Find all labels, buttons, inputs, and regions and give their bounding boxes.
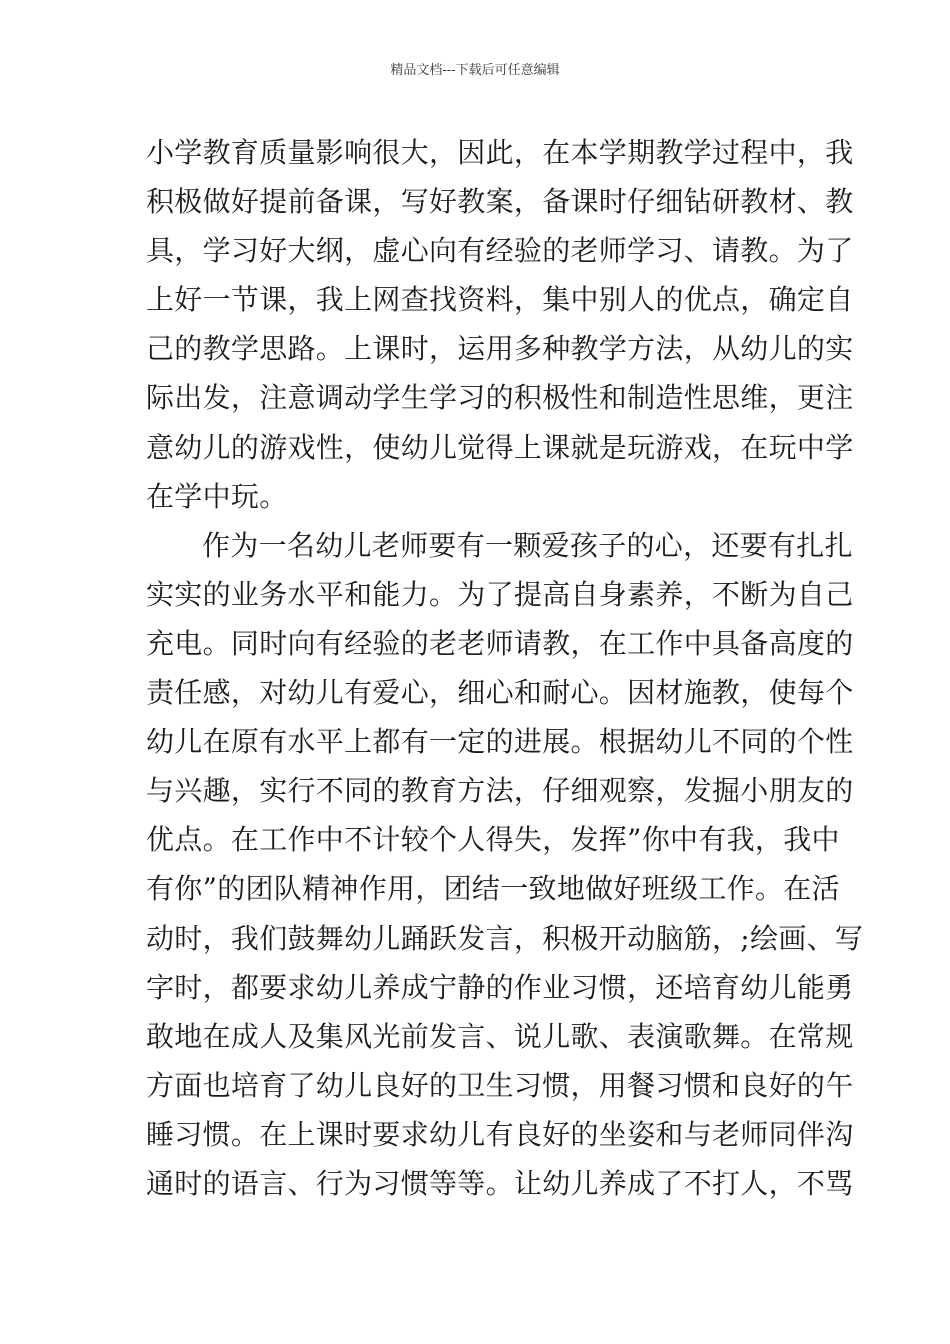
page-header: 精品文档---下载后可任意编辑	[390, 63, 560, 78]
paragraph	[146, 128, 854, 521]
document-body	[146, 128, 864, 1208]
text-line: 通时的语言、行为习惯等等。让幼儿养成了不打人，不骂	[146, 1166, 854, 1200]
text-line: 己的教学思路。上课时，运用多种教学方法，从幼儿的实	[146, 332, 854, 366]
text-line: 与兴趣，实行不同的教育方法，仔细观察，发掘小朋友的	[146, 774, 854, 808]
text-line: 实实的业务水平和能力。为了提高自身素养，不断为自己	[146, 577, 854, 611]
paragraph	[146, 521, 864, 1208]
text-line: 字时，都要求幼儿养成宁静的作业习惯，还培育幼儿能勇	[146, 970, 854, 1004]
text-line: 充电。同时向有经验的老老师请教，在工作中具备高度的	[146, 626, 854, 660]
text-line: 在学中玩。	[146, 479, 288, 513]
text-line: 具，学习好大纲，虚心向有经验的老师学习、请教。为了	[146, 234, 854, 268]
text-line: 动时，我们鼓舞幼儿踊跃发言，积极开动脑筋，;绘画、写	[146, 921, 864, 955]
text-line: 积极做好提前备课，写好教案，备课时仔细钻研教材、教	[146, 185, 854, 219]
text-line: 方面也培育了幼儿良好的卫生习惯，用餐习惯和良好的午	[146, 1068, 854, 1102]
text-line: 上好一节课，我上网查找资料，集中别人的优点，确定自	[146, 283, 854, 317]
text-line: 幼儿在原有水平上都有一定的进展。根据幼儿不同的个性	[146, 725, 854, 759]
text-line: 作为一名幼儿老师要有一颗爱孩子的心，还要有扎扎	[202, 528, 853, 562]
text-line: 敢地在成人及集风光前发言、说儿歌、表演歌舞。在常规	[146, 1019, 854, 1053]
text-line: 有你”的团队精神作用，团结一致地做好班级工作。在活	[146, 872, 840, 906]
text-line: 优点。在工作中不计较个人得失，发挥”你中有我，我中	[146, 823, 840, 857]
text-line: 际出发，注意调动学生学习的积极性和制造性思维，更注	[146, 381, 854, 415]
text-line: 小学教育质量影响很大，因此，在本学期教学过程中，我	[146, 136, 854, 169]
text-line: 睡习惯。在上课时要求幼儿有良好的坐姿和与老师同伴沟	[146, 1117, 854, 1151]
text-line: 意幼儿的游戏性，使幼儿觉得上课就是玩游戏，在玩中学	[146, 430, 854, 464]
text-line: 责任感，对幼儿有爱心，细心和耐心。因材施教，使每个	[146, 676, 854, 710]
